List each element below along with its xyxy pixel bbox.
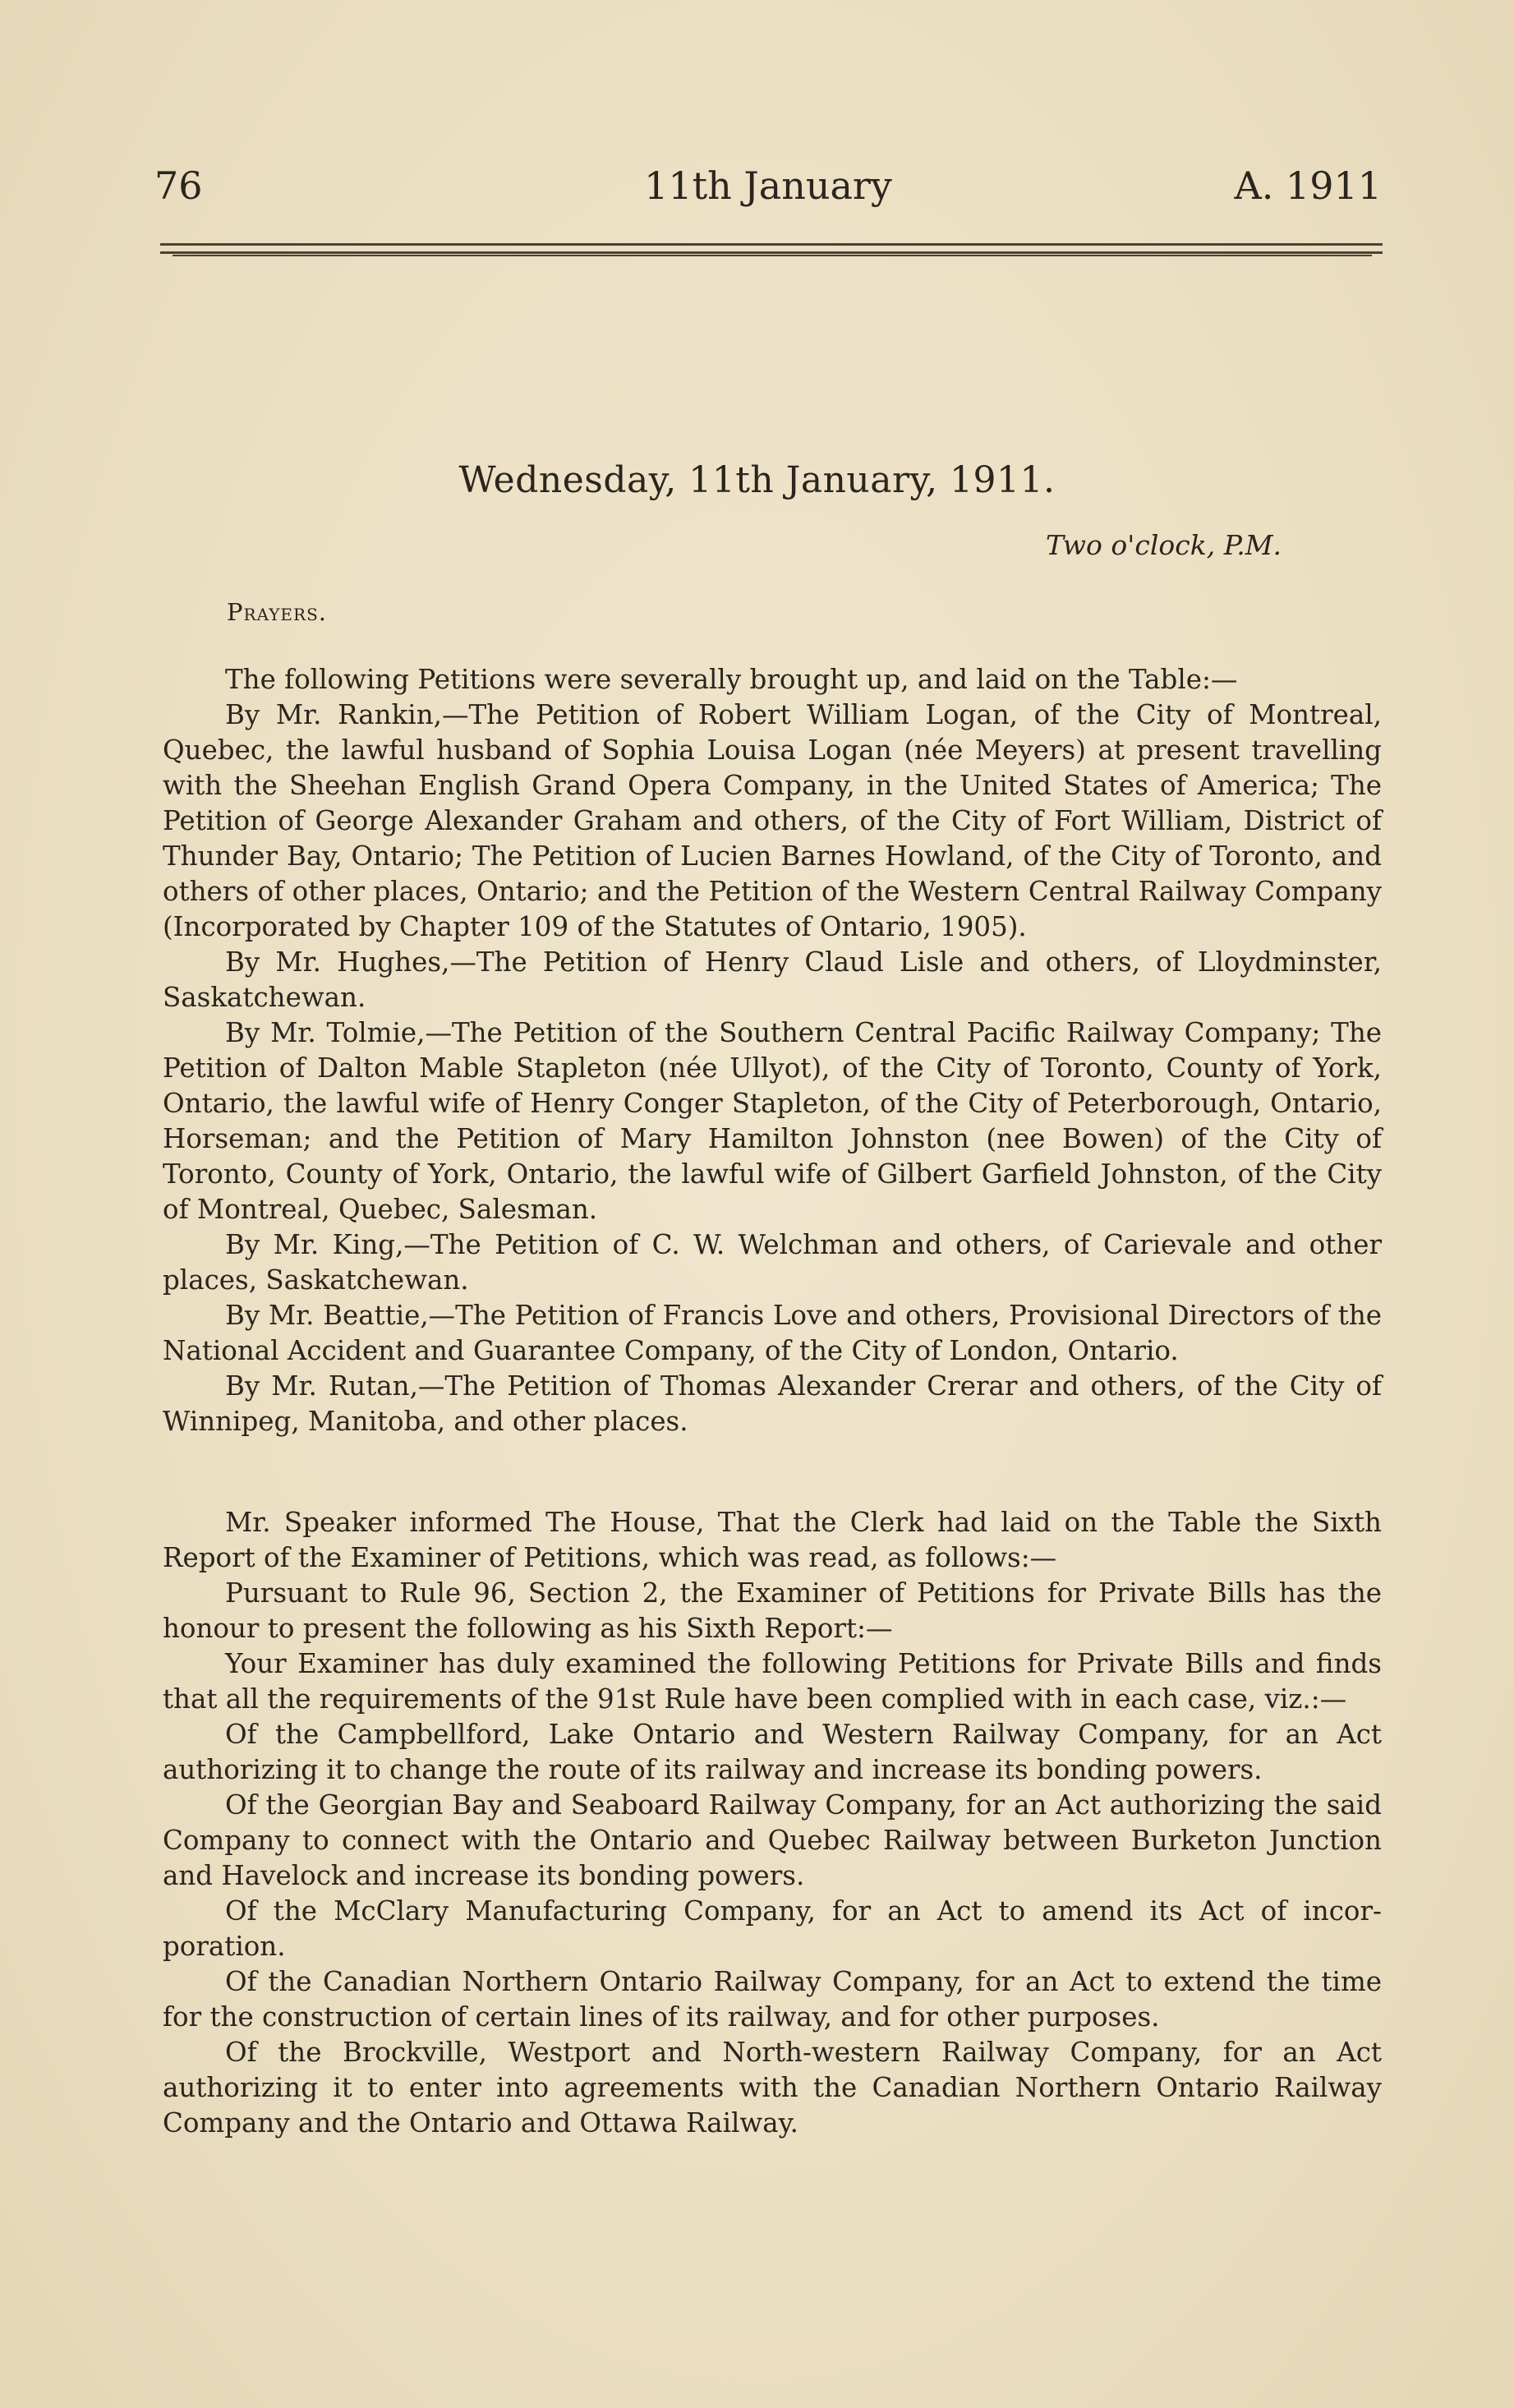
paragraph: Of the Georgian Bay and Seaboard Railway Company, for an Act authorizing the said Company to connect with the Ontario and Quebec Railway between Burketon Junction and Havelock and increase its bonding powers. xyxy=(163,1789,1382,1891)
paragraph: By Mr. Rankin,—The Petition of Robert William Logan, of the City of Montreal, Quebec, the lawful husband of Sophia Louisa Logan (née Meyers) at present travelling with the Sheehan English Grand Opera Company, in the United States of America; The Petition of George Alexander Graham and others, of the City of Fort William, District of Thunder Bay, Ontario; The Petition of Lucien Barnes Howland, of the City of Toronto, and others of other places, Ontario; and the Petition of the Western Central Railway Company (Incorporated by Chapter 109 of the Statutes of Ontario, 1905). xyxy=(163,699,1382,942)
running-head-date: 11th January xyxy=(644,163,892,208)
paragraph: Mr. Speaker informed The House, That the Clerk had laid on the Table the Sixth Report of the Examiner of Petitions, which was read, as follows:— xyxy=(163,1507,1382,1573)
header-rule-bottom xyxy=(173,255,1372,256)
header-rule-middle xyxy=(160,251,1383,254)
paragraph: Pursuant to Rule 96, Section 2, the Examiner of Petitions for Private Bills has the honour to present the following as his Sixth Report:— xyxy=(163,1577,1382,1644)
paragraph: Of the Brockville, Westport and North-western Railway Company, for an Act authorizing it to enter into agreements with the Canadian Northern Ontario Railway Company and the Ontario and Ottawa Railway. xyxy=(163,2037,1382,2139)
paragraph: Your Examiner has duly examined the following Petitions for Private Bills and finds that all the requirements of the 91st Rule have been complied with in each case, viz.:— xyxy=(163,1648,1382,1715)
paragraph: The following Petitions were severally brought up, and laid on the Table:— xyxy=(225,664,1238,695)
prayers-heading xyxy=(227,596,327,628)
paragraph: Of the Canadian Northern Ontario Railway Company, for an Act to extend the time for the construction of certain lines of its railway, and for other purposes. xyxy=(163,1966,1382,2033)
paragraph: By Mr. Rutan,—The Petition of Thomas Alexander Crerar and others, of the City of Winnipeg, Manitoba, and other places. xyxy=(163,1370,1382,1437)
page-number: 76 xyxy=(154,163,203,208)
running-head xyxy=(154,161,1382,210)
header-rule-top xyxy=(160,243,1383,246)
paragraph: Of the Campbellford, Lake Ontario and Western Railway Company, for an Act authorizing it to change the route of its railway and increase its bonding powers. xyxy=(163,1719,1382,1785)
paragraph: By Mr. Tolmie,—The Petition of the Southern Central Pacific Railway Company; The Petition of Dalton Mable Stapleton (née Ullyot), of the City of Toronto, County of York, Ontario, the lawful wife of Henry Conger Stapleton, of the City of Peterborough, Ontario, Horseman; and the Petition of Mary Hamilton Johnston (nee Bowen) of the City of Toronto, County of York, Ontario, the lawful wife of Gilbert Garfield Johnston, of the City of Montreal, Quebec, Salesman. xyxy=(163,1017,1382,1225)
paragraph: By Mr. Hughes,—The Petition of Henry Claud Lisle and others, of Lloydminster, Saskatchewan. xyxy=(163,946,1382,1013)
prayers-label: Prayers. xyxy=(227,598,327,626)
sitting-time: Two o'clock, P.M. xyxy=(1045,529,1282,561)
examiner-report-section xyxy=(163,1505,1382,2141)
paragraph: By Mr. Beattie,—The Petition of Francis Love and others, Provisional Directors of the National Accident and Guarantee Company, of the City of London, Ontario. xyxy=(163,1300,1382,1366)
paragraph: Of the McClary Manufacturing Company, for an Act to amend its Act of incorporation. xyxy=(163,1895,1382,1962)
sitting-date-heading: Wednesday, 11th January, 1911. xyxy=(458,459,1056,501)
running-head-year: A. 1911 xyxy=(1234,163,1382,208)
petitions-section xyxy=(163,662,1382,1439)
paragraph: By Mr. King,—The Petition of C. W. Welchman and others, of Carievale and other places, Saskatchewan. xyxy=(163,1229,1382,1296)
